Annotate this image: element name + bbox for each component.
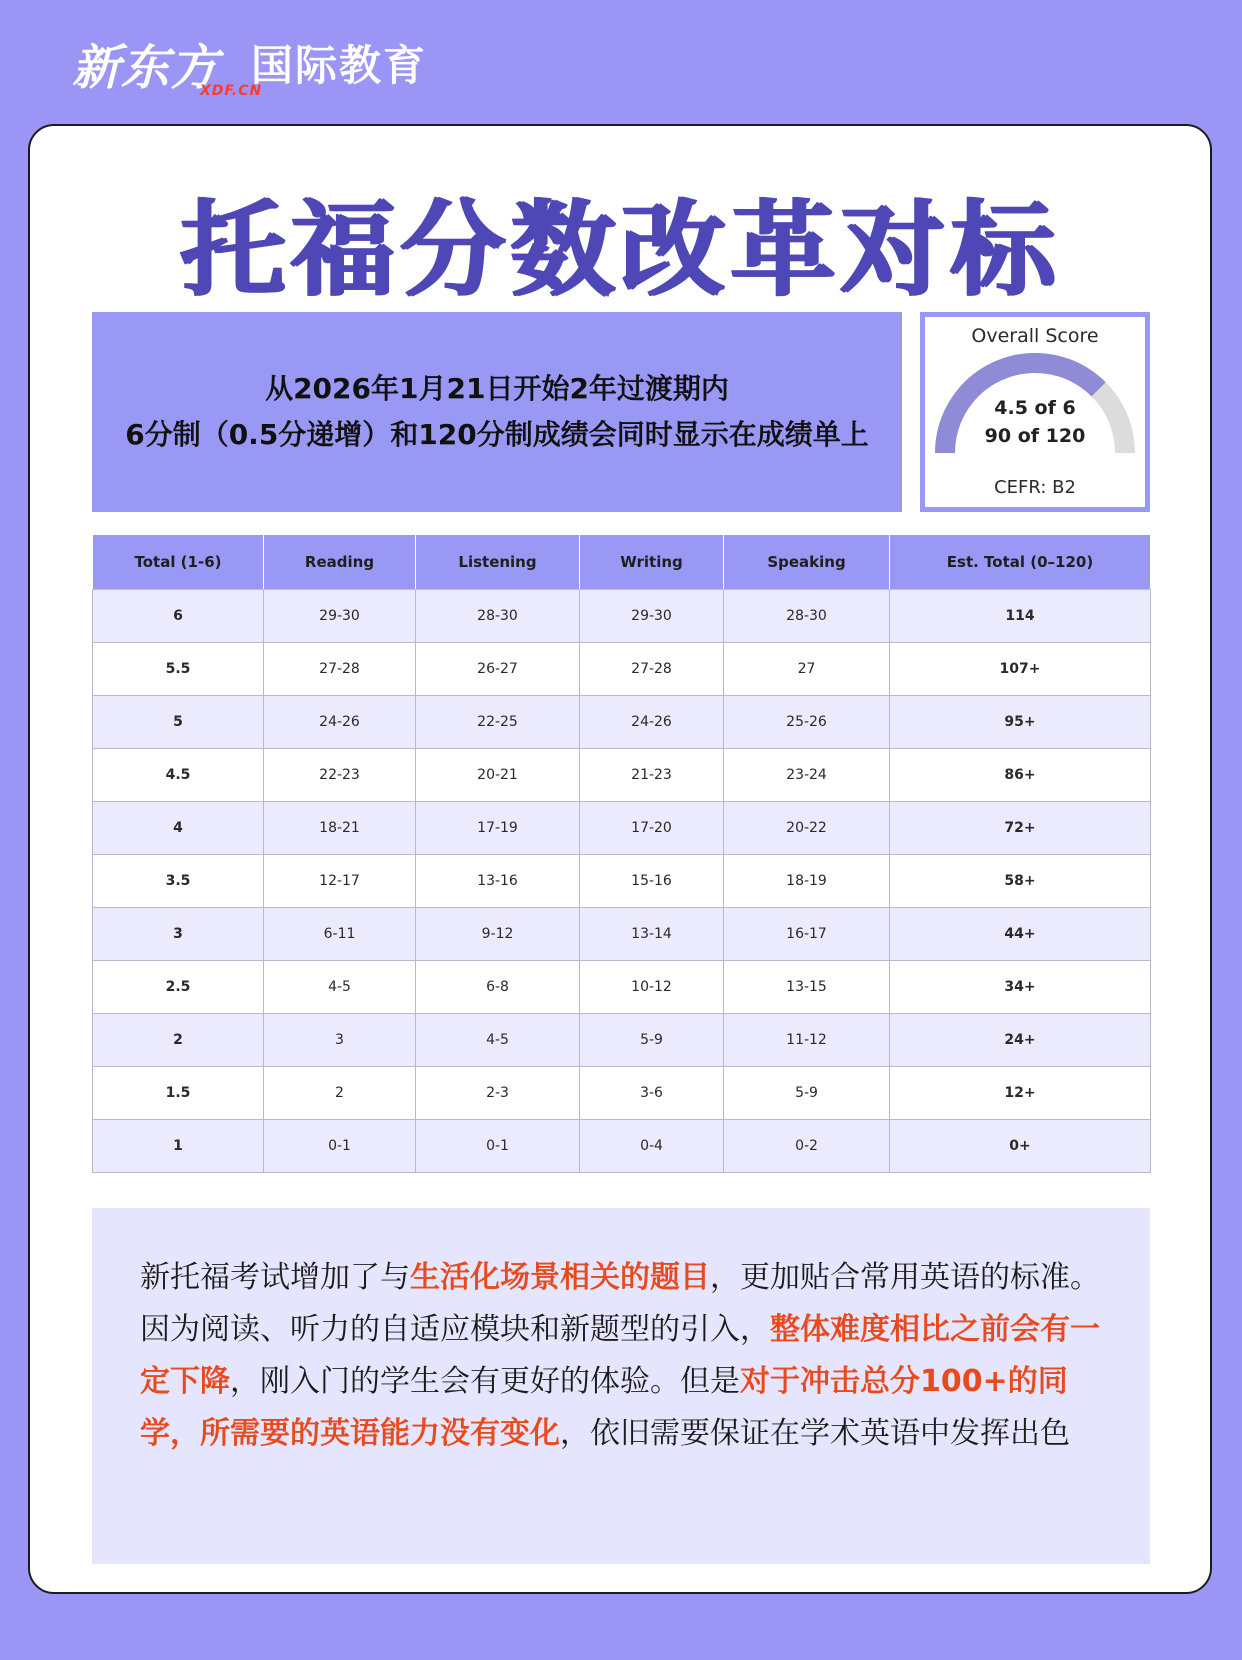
cell-listening: 20-21: [416, 749, 580, 802]
cell-speaking: 20-22: [724, 802, 890, 855]
cell-speaking: 25-26: [724, 696, 890, 749]
cell-listening: 17-19: [416, 802, 580, 855]
cell-total: 2: [93, 1014, 264, 1067]
cell-writing: 13-14: [580, 908, 724, 961]
desc-text-2: ，更加贴合常用英语的标准。因为阅读、听力的自适应模块和新题型的引入，: [140, 1260, 1100, 1347]
header-total: Total (1-6): [93, 535, 264, 590]
table-row: [93, 749, 1151, 802]
table-row: [93, 1120, 1151, 1173]
cell-speaking: 0-2: [724, 1120, 890, 1173]
table-header-row: [93, 535, 1151, 590]
cell-reading: 29-30: [264, 590, 416, 643]
desc-highlight-1: 生活化场景相关的题目: [410, 1260, 710, 1295]
cell-writing: 10-12: [580, 961, 724, 1014]
cell-est-total: 58+: [890, 855, 1151, 908]
overall-score-card: [920, 312, 1150, 512]
header-listening: Listening: [416, 535, 580, 590]
cell-writing: 3-6: [580, 1067, 724, 1120]
cell-total: 4.5: [93, 749, 264, 802]
cell-total: 1.5: [93, 1067, 264, 1120]
cell-reading: 22-23: [264, 749, 416, 802]
cell-reading: 12-17: [264, 855, 416, 908]
cell-listening: 0-1: [416, 1120, 580, 1173]
cell-listening: 13-16: [416, 855, 580, 908]
desc-text-1: 新托福考试增加了与: [140, 1260, 410, 1295]
cell-est-total: 34+: [890, 961, 1151, 1014]
cell-reading: 24-26: [264, 696, 416, 749]
cell-est-total: 107+: [890, 643, 1151, 696]
cell-writing: 5-9: [580, 1014, 724, 1067]
cell-writing: 17-20: [580, 802, 724, 855]
cell-reading: 4-5: [264, 961, 416, 1014]
cell-speaking: 16-17: [724, 908, 890, 961]
desc-text-4: ，依旧需要保证在学术英语中发挥出色: [560, 1416, 1070, 1451]
cell-total: 3.5: [93, 855, 264, 908]
cell-est-total: 24+: [890, 1014, 1151, 1067]
brand-header: [72, 28, 427, 98]
score-card-inner: [925, 317, 1145, 507]
score-120-scale: 90 of 120: [984, 425, 1086, 447]
cell-reading: 6-11: [264, 908, 416, 961]
desc-highlight-2: 整体难度相比之前会有一定下降: [140, 1312, 1100, 1399]
logo-subtext: XDF.CN: [200, 82, 263, 99]
table-row: [93, 908, 1151, 961]
cell-listening: 9-12: [416, 908, 580, 961]
cell-est-total: 12+: [890, 1067, 1151, 1120]
cell-speaking: 11-12: [724, 1014, 890, 1067]
cell-reading: 18-21: [264, 802, 416, 855]
cell-speaking: 13-15: [724, 961, 890, 1014]
header-reading: Reading: [264, 535, 416, 590]
cell-est-total: 44+: [890, 908, 1151, 961]
cell-writing: 0-4: [580, 1120, 724, 1173]
header-writing: Writing: [580, 535, 724, 590]
header-est-total: Est. Total (0–120): [890, 535, 1151, 590]
cell-est-total: 72+: [890, 802, 1151, 855]
cell-speaking: 18-19: [724, 855, 890, 908]
table-row: [93, 643, 1151, 696]
cell-total: 5: [93, 696, 264, 749]
desc-text-3: ，刚入门的学生会有更好的体验。但是: [230, 1364, 740, 1399]
cell-listening: 28-30: [416, 590, 580, 643]
table-row: [93, 696, 1151, 749]
brand-logo[interactable]: [72, 29, 263, 99]
cell-total: 4: [93, 802, 264, 855]
score-title: Overall Score: [971, 325, 1099, 347]
header-speaking: Speaking: [724, 535, 890, 590]
cell-total: 5.5: [93, 643, 264, 696]
table-row: [93, 802, 1151, 855]
notice-line-1: 从2026年1月21日开始2年过渡期内: [265, 372, 729, 405]
transition-notice: [92, 312, 902, 512]
cell-total: 6: [93, 590, 264, 643]
cefr-level: CEFR: B2: [994, 477, 1076, 498]
page-title: 托福分数改革对标: [179, 189, 1060, 311]
main-card: [28, 124, 1212, 1594]
table-row: [93, 961, 1151, 1014]
cell-est-total: 86+: [890, 749, 1151, 802]
cell-writing: 15-16: [580, 855, 724, 908]
cell-listening: 26-27: [416, 643, 580, 696]
cell-total: 3: [93, 908, 264, 961]
cell-est-total: 95+: [890, 696, 1151, 749]
description-panel: [92, 1208, 1150, 1564]
logo-text: 新东方: [72, 39, 220, 96]
cell-reading: 27-28: [264, 643, 416, 696]
cell-writing: 29-30: [580, 590, 724, 643]
cell-reading: 2: [264, 1067, 416, 1120]
cell-speaking: 5-9: [724, 1067, 890, 1120]
cell-speaking: 23-24: [724, 749, 890, 802]
cell-total: 1: [93, 1120, 264, 1173]
score-conversion-table: [92, 534, 1151, 1173]
notice-line-2: 6分制（0.5分递增）和120分制成绩会同时显示在成绩单上: [125, 418, 869, 451]
cell-writing: 24-26: [580, 696, 724, 749]
cell-listening: 2-3: [416, 1067, 580, 1120]
table-row: [93, 590, 1151, 643]
cell-listening: 4-5: [416, 1014, 580, 1067]
table-row: [93, 1014, 1151, 1067]
cell-listening: 22-25: [416, 696, 580, 749]
cell-est-total: 114: [890, 590, 1151, 643]
org-name: 国际教育: [251, 41, 428, 90]
cell-speaking: 27: [724, 643, 890, 696]
cell-reading: 0-1: [264, 1120, 416, 1173]
score-six-scale: 4.5 of 6: [994, 397, 1076, 419]
cell-listening: 6-8: [416, 961, 580, 1014]
cell-est-total: 0+: [890, 1120, 1151, 1173]
cell-total: 2.5: [93, 961, 264, 1014]
table-row: [93, 1067, 1151, 1120]
cell-writing: 21-23: [580, 749, 724, 802]
table-row: [93, 855, 1151, 908]
cell-speaking: 28-30: [724, 590, 890, 643]
desc-highlight-3: 对于冲击总分100+的同学，所需要的英语能力没有变化: [140, 1364, 1068, 1451]
cell-reading: 3: [264, 1014, 416, 1067]
cell-writing: 27-28: [580, 643, 724, 696]
